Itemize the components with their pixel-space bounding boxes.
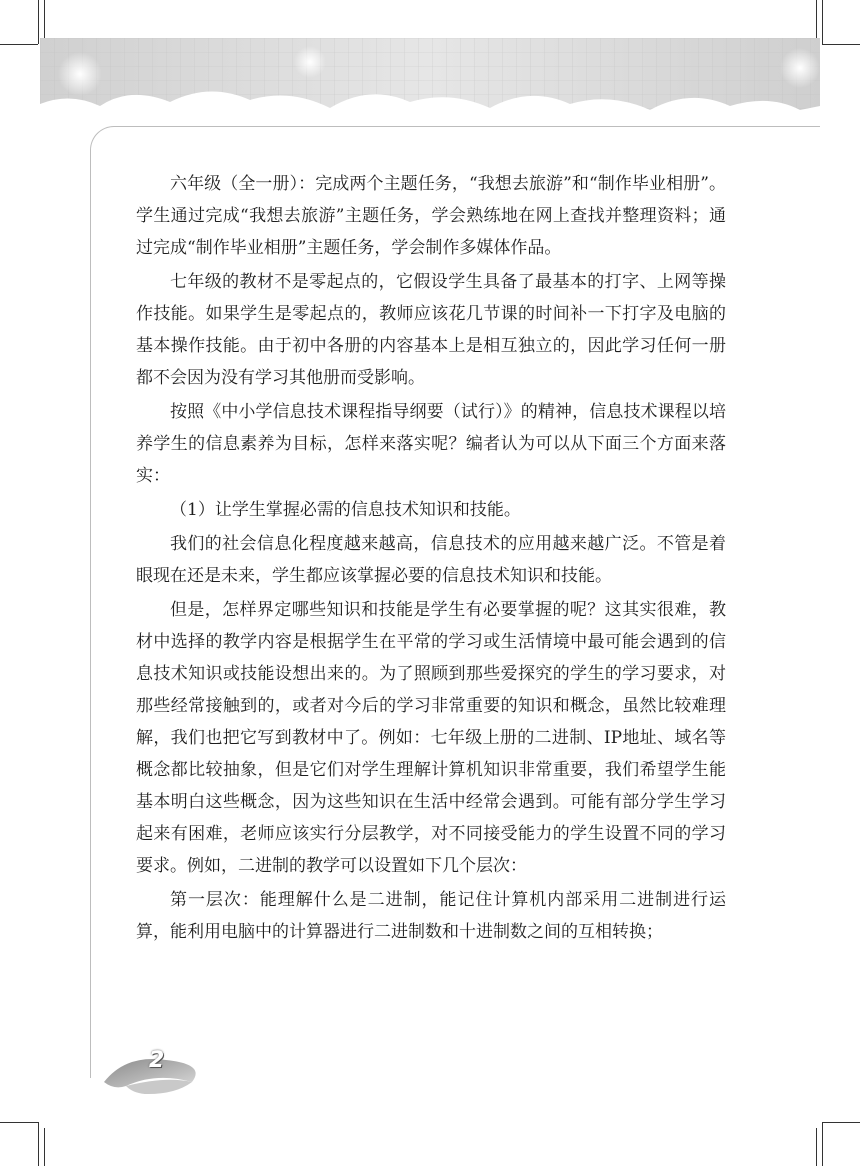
page-number-swoosh — [96, 1042, 236, 1102]
header-decoration — [40, 38, 820, 130]
paragraph: （1）让学生掌握必需的信息技术知识和技能。 — [170, 500, 521, 520]
crop-mark-tl-v — [38, 0, 39, 44]
paragraph: 我们的社会信息化程度越来越高，信息技术的应用越来越广泛。不管是着眼现在还是未来，学生都应该掌握必要的信息技术知识和技能。 — [136, 534, 726, 586]
crop-mark-bl-v — [38, 1122, 39, 1166]
crop-mark-br-h — [822, 1122, 860, 1123]
paragraph: 六年级（全一册）：完成两个主题任务，“我想去旅游”和“制作毕业相册”。学生通过完成“我想去旅游”主题任务，学会熟练地在网上查找并整理资料；通过完成“制作毕业相册”主题任务，学会制作多媒体作品。 — [136, 174, 726, 258]
page-number: 2 — [149, 1048, 165, 1073]
paragraph: 七年级的教材不是零起点的，它假设学生具备了最基本的打字、上网等操作技能。如果学生是零起点的，教师应该花几节课的时间补一下打字及电脑的基本操作技能。由于初中各册的内容基本上是相互独立的，因此学习任何一册都不会因为没有学习其他册而受影响。 — [136, 272, 726, 388]
paragraph: 第一层次：能理解什么是二进制，能记住计算机内部采用二进制进行运算，能利用电脑中的计算器进行二进制数和十进制数之间的互相转换； — [136, 890, 726, 942]
crop-mark-tr-v2 — [816, 0, 817, 38]
crop-mark-tl-h — [0, 44, 38, 45]
paragraph: 但是，怎样界定哪些知识和技能是学生有必要掌握的呢？这其实很难，教材中选择的教学内容是根据学生在平常的学习或生活情境中最可能会遇到的信息技术知识或技能设想出来的。为了照顾到那些爱探究的学生的学习要求，对那些经常接触到的，或者对今后的学习非常重要的知识和概念，虽然比较难理解，我们也把它写到教材中了。例如：七年级上册的二进制、IP地址、域名等概念都比较抽象，但是它们对学生理解计算机知识非常重要，我们希望学生能基本明白这些概念，因为这些知识在生活中经常会遇到。可能有部分学生学习起来有困难，老师应该实行分层教学，对不同接受能力的学生设置不同的学习要求。例如，二进制的教学可以设置如下几个层次： — [136, 600, 726, 876]
paragraph: 按照《中小学信息技术课程指导纲要（试行）》的精神，信息技术课程以培养学生的信息素养为目标，怎样来落实呢？编者认为可以从下面三个方面来落实： — [136, 402, 726, 486]
crop-mark-tr-h — [822, 44, 860, 45]
crop-mark-br-v — [822, 1122, 823, 1166]
crop-mark-tr-v — [822, 0, 823, 44]
body-text — [136, 168, 726, 950]
crop-mark-bl-h — [0, 1122, 38, 1123]
crop-mark-bl-v2 — [44, 1128, 45, 1166]
crop-mark-br-v2 — [816, 1128, 817, 1166]
crop-mark-tl-v2 — [44, 0, 45, 38]
